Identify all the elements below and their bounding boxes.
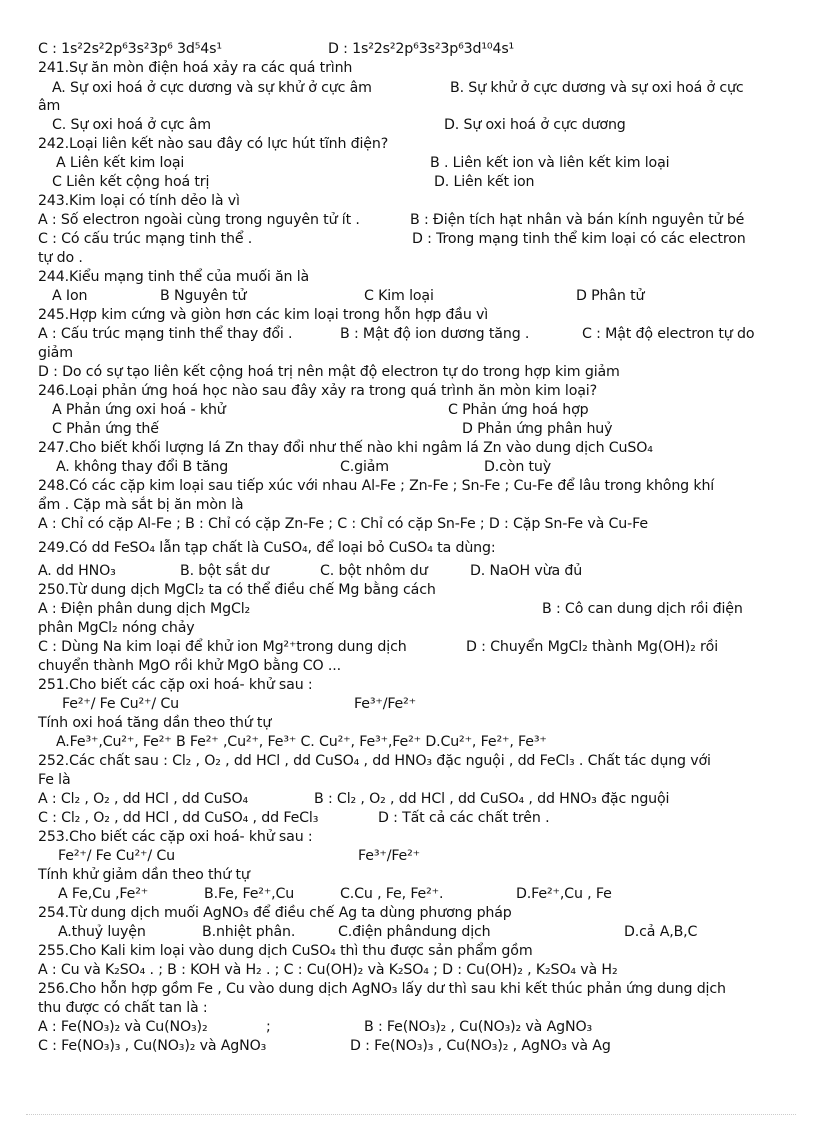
line-segment: 256.Cho hỗn hợp gồm Fe , Cu vào dung dịch AgNO₃ lấy dư thì sau khi kết thúc phản ứng dung dịch xyxy=(38,981,726,997)
line-segment: âm xyxy=(38,98,61,114)
line-segment: 246.Loại phản ứng hoá học nào sau đây xảy ra trong quá trình ăn mòn kim loại? xyxy=(38,383,597,399)
line-segment: tự do . xyxy=(38,250,83,266)
line-segment: C. bột nhôm dư xyxy=(320,563,428,579)
line-segment: D : Chuyển MgCl₂ thành Mg(OH)₂ rồi xyxy=(466,639,718,655)
line-segment: C.điện phândung dịch xyxy=(338,924,491,940)
line-segment: ; xyxy=(266,1019,271,1035)
line-segment: D : Trong mạng tinh thể kim loại có các electron xyxy=(412,231,746,247)
line-segment: D : Do có sự tạo liên kết cộng hoá trị nên mật độ electron tự do trong hợp kim giảm xyxy=(38,364,620,380)
line-segment: 251.Cho biết các cặp oxi hoá- khử sau : xyxy=(38,677,313,693)
line-segment: A. dd HNO₃ xyxy=(38,563,116,579)
line-segment: 245.Hợp kim cứng và giòn hơn các kim loại trong hỗn hợp đầu vì xyxy=(38,307,489,323)
line-segment: A : Cl₂ , O₂ , dd HCl , dd CuSO₄ xyxy=(38,791,249,807)
line-segment: A Phản ứng oxi hoá - khử xyxy=(52,402,226,418)
line-segment: B. Sự khử ở cực dương và sự oxi hoá ở cực xyxy=(450,80,744,96)
line-segment: A. không thay đổi B tăng xyxy=(56,459,229,475)
line-segment: Fe²⁺/ Fe Cu²⁺/ Cu xyxy=(62,696,179,712)
line-segment: B : Cl₂ , O₂ , dd HCl , dd CuSO₄ , dd HNO₃ đặc nguội xyxy=(314,791,670,807)
line-segment: C : Mật độ electron tự do xyxy=(582,326,755,342)
line-segment: 244.Kiểu mạng tinh thể của muối ăn là xyxy=(38,269,310,285)
line-segment: B : Fe(NO₃)₂ , Cu(NO₃)₂ và AgNO₃ xyxy=(364,1019,593,1035)
line-segment: C Kim loại xyxy=(364,288,434,304)
line-segment: 249.Có dd FeSO₄ lẫn tạp chất là CuSO₄, để loại bỏ CuSO₄ ta dùng: xyxy=(38,540,496,556)
line-segment: Fe²⁺/ Fe Cu²⁺/ Cu xyxy=(58,848,175,864)
line-segment: D.cả A,B,C xyxy=(624,924,698,940)
line-segment: B : Điện tích hạt nhân và bán kính nguyên tử bé xyxy=(410,212,745,228)
line-segment: C : Có cấu trúc mạng tinh thể . xyxy=(38,231,253,247)
line-segment: 254.Từ dung dịch muối AgNO₃ để điều chế Ag ta dùng phương pháp xyxy=(38,905,512,921)
line-segment: A. Sự oxi hoá ở cực dương và sự khử ở cực âm xyxy=(52,80,372,96)
line-segment: C Phản ứng thế xyxy=(52,421,159,437)
line-segment: Tính khử giảm dần theo thứ tự xyxy=(38,867,250,883)
line-segment: A.Fe³⁺,Cu²⁺, Fe²⁺ B Fe²⁺ ,Cu²⁺, Fe³⁺ C. Cu²⁺, Fe³⁺,Fe²⁺ D.Cu²⁺, Fe²⁺, Fe³⁺ xyxy=(56,734,547,750)
line-segment: D : 1s²2s²2p⁶3s²3p⁶3d¹⁰4s¹ xyxy=(328,41,515,57)
line-segment: A : Cấu trúc mạng tinh thể thay đổi . xyxy=(38,326,293,342)
line-segment: C : Fe(NO₃)₃ , Cu(NO₃)₂ và AgNO₃ xyxy=(38,1038,267,1054)
line-segment: Fe là xyxy=(38,772,71,788)
line-segment: Fe³⁺/Fe²⁺ xyxy=(354,696,417,712)
line-segment: 250.Từ dung dịch MgCl₂ ta có thể điều chế Mg bằng cách xyxy=(38,582,436,598)
line-segment: A : Chỉ có cặp Al-Fe ; B : Chỉ có cặp Zn-Fe ; C : Chỉ có cặp Sn-Fe ; D : Cặp Sn-Fe và Cu-Fe xyxy=(38,516,648,532)
line-segment: D. NaOH vừa đủ xyxy=(470,563,583,579)
line-segment: D. Liên kết ion xyxy=(434,174,535,190)
line-segment: C.Cu , Fe, Fe²⁺. xyxy=(340,886,444,902)
line-segment: A : Số electron ngoài cùng trong nguyên tử ít . xyxy=(38,212,360,228)
line-segment: C.giảm xyxy=(340,459,389,475)
line-segment: C : 1s²2s²2p⁶3s²3p⁶ 3d⁵4s¹ xyxy=(38,41,222,57)
line-segment: A Fe,Cu ,Fe²⁺ xyxy=(58,886,149,902)
line-segment: A : Cu và K₂SO₄ . ; B : KOH và H₂ . ; C : Cu(OH)₂ và K₂SO₄ ; D : Cu(OH)₂ , K₂SO₄ và H₂ xyxy=(38,962,618,978)
line-segment: Tính oxi hoá tăng dần theo thứ tự xyxy=(38,715,272,731)
line-segment: 247.Cho biết khối lượng lá Zn thay đổi như thế nào khi ngâm lá Zn vào dung dịch CuSO₄ xyxy=(38,440,653,456)
line-segment: B.Fe, Fe²⁺,Cu xyxy=(204,886,295,902)
line-segment: C. Sự oxi hoá ở cực âm xyxy=(52,117,211,133)
line-segment: 241.Sự ăn mòn điện hoá xảy ra các quá trình xyxy=(38,60,353,76)
line-segment: B : Mật độ ion dương tăng . xyxy=(340,326,530,342)
line-segment: chuyển thành MgO rồi khử MgO bằng CO ... xyxy=(38,658,341,674)
line-segment: 248.Có các cặp kim loại sau tiếp xúc với nhau Al-Fe ; Zn-Fe ; Sn-Fe ; Cu-Fe để lâu trong không khí xyxy=(38,478,715,494)
line-segment: D. Sự oxi hoá ở cực dương xyxy=(444,117,626,133)
line-segment: Fe³⁺/Fe²⁺ xyxy=(358,848,421,864)
line-segment: C : Cl₂ , O₂ , dd HCl , dd CuSO₄ , dd FeCl₃ xyxy=(38,810,319,826)
line-segment: B : Cô can dung dịch rồi điện xyxy=(542,601,743,617)
line-segment: C : Dùng Na kim loại để khử ion Mg²⁺trong dung dịch xyxy=(38,639,407,655)
line-segment: ẩm . Cặp mà sắt bị ăn mòn là xyxy=(38,497,244,513)
line-segment: C Liên kết cộng hoá trị xyxy=(52,174,210,190)
line-segment: B Nguyên tử xyxy=(160,288,247,304)
line-segment: D Phân tử xyxy=(576,288,645,304)
line-segment: B.nhiệt phân. xyxy=(202,924,296,940)
line-segment: A : Điện phân dung dịch MgCl₂ xyxy=(38,601,251,617)
line-segment: D : Tất cả các chất trên . xyxy=(378,810,550,826)
line-segment: A.thuỷ luyện xyxy=(58,924,146,940)
line-segment: D Phản ứng phân huỷ xyxy=(462,421,613,437)
line-segment: C Phản ứng hoá hợp xyxy=(448,402,589,418)
page-bottom-divider xyxy=(26,1114,796,1115)
line-segment: D.Fe²⁺,Cu , Fe xyxy=(516,886,612,902)
line-segment: 253.Cho biết các cặp oxi hoá- khử sau : xyxy=(38,829,313,845)
line-segment: phân MgCl₂ nóng chảy xyxy=(38,620,195,636)
line-segment: B . Liên kết ion và liên kết kim loại xyxy=(430,155,670,171)
line-segment: 252.Các chất sau : Cl₂ , O₂ , dd HCl , dd CuSO₄ , dd HNO₃ đặc nguội , dd FeCl₃ . Chất tác dụng với xyxy=(38,753,711,769)
line-segment: thu được có chất tan là : xyxy=(38,1000,208,1016)
line-segment: 243.Kim loại có tính dẻo là vì xyxy=(38,193,240,209)
line-segment: 242.Loại liên kết nào sau đây có lực hút tĩnh điện? xyxy=(38,136,389,152)
line-segment: B. bột sắt dư xyxy=(180,563,269,579)
line-segment: giảm xyxy=(38,345,73,361)
line-segment: A : Fe(NO₃)₂ và Cu(NO₃)₂ xyxy=(38,1019,208,1035)
line-segment: D : Fe(NO₃)₃ , Cu(NO₃)₂ , AgNO₃ và Ag xyxy=(350,1038,611,1054)
line-segment: A Ion xyxy=(52,288,88,304)
line-segment: A Liên kết kim loại xyxy=(56,155,185,171)
line-segment: D.còn tuỳ xyxy=(484,459,552,475)
line-segment: 255.Cho Kali kim loại vào dung dịch CuSO₄ thì thu được sản phẩm gồm xyxy=(38,943,533,959)
